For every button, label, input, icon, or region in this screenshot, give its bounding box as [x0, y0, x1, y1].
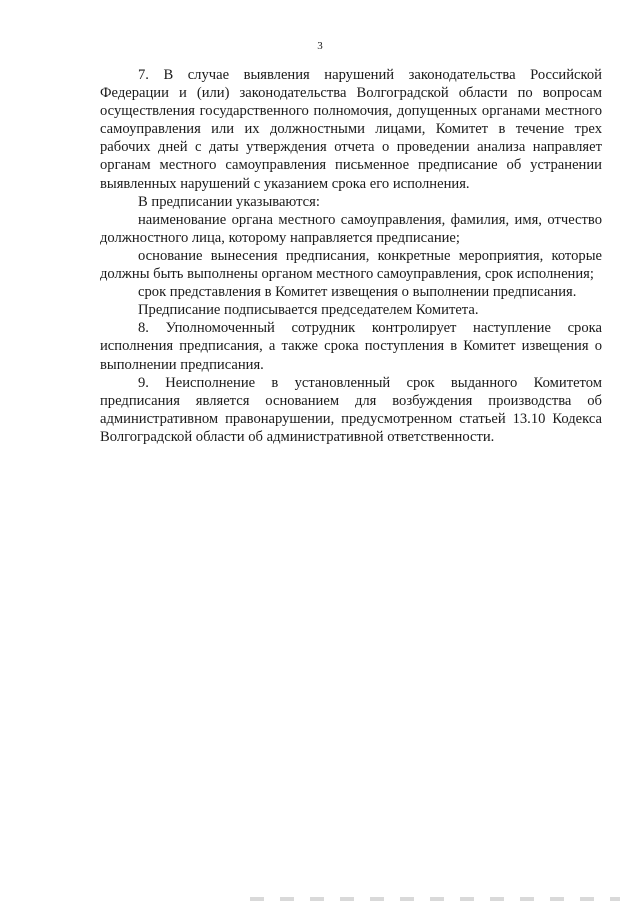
- paragraph-8: 8. Уполномоченный сотрудник контролирует наступление срока исполнения предписания, а также срока поступления в Комитет извещения о выполнении предписания.: [100, 320, 602, 373]
- document-body: [100, 66, 602, 446]
- paragraph-7: 7. В случае выявления нарушений законодательства Российской Федерации и (или) законодательства Волгоградской области по вопросам осуществления государственного полномочия, допущенных органами местного самоуправления или их должностными лицами, Комитет в течение трех рабочих дней с даты утверждения отчета о проведении анализа направляет органам местного самоуправления письменное предписание об устранении выявленных нарушений с указанием срока его исполнения.: [100, 67, 602, 192]
- page-number: 3: [317, 40, 323, 52]
- paragraph-prescription-item-1: наименование органа местного самоуправления, фамилия, имя, отчество должностного лица, которому направляется предписание;: [100, 211, 602, 246]
- scan-edge-artifact: [250, 897, 620, 901]
- paragraph-prescription-intro: В предписании указываются:: [138, 193, 320, 210]
- paragraph-prescription-item-2: основание вынесения предписания, конкретные мероприятия, которые должны быть выполнены органом местного самоуправления, срок исполнения;: [100, 247, 602, 283]
- paragraph-signature-note: Предписание подписывается председателем Комитета.: [138, 302, 479, 319]
- paragraph-prescription-item-3: срок представления в Комитет извещения о выполнении предписания.: [138, 284, 577, 301]
- paragraph-9: 9. Неисполнение в установленный срок выданного Комитетом предписания является основанием для возбуждения производства об административном правонарушении, предусмотренном статьей 13.10 Кодекса Волгоградской области об административной ответственности.: [100, 374, 602, 445]
